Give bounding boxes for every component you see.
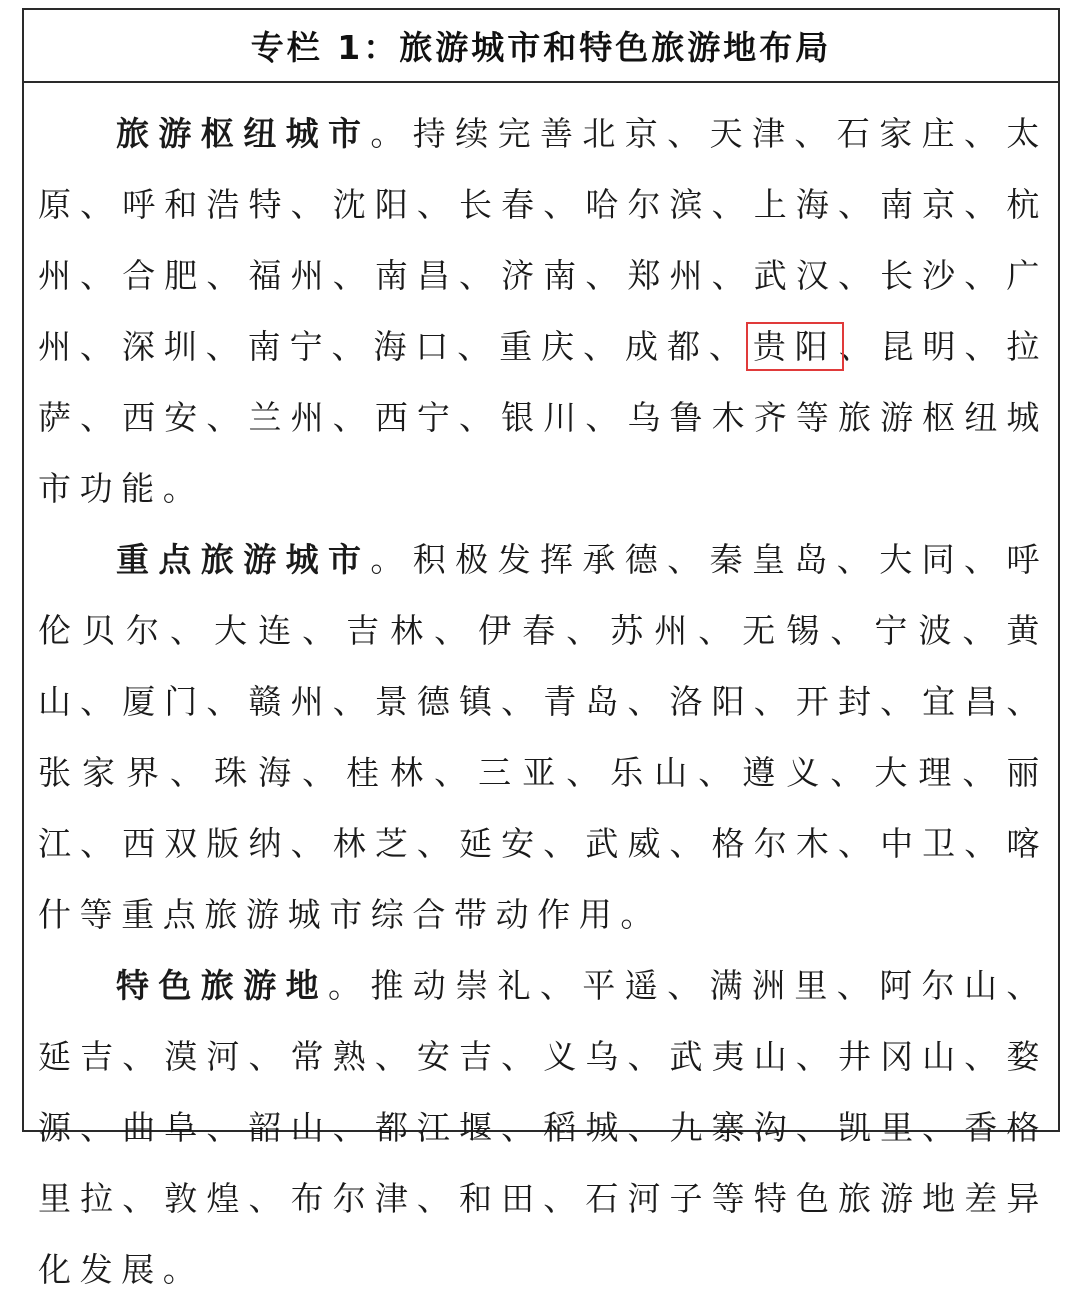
column-box: [22, 8, 1060, 1289]
paragraph-hub-cities: [38, 98, 1048, 524]
paragraph-key-cities: [38, 524, 1048, 950]
box-content: [38, 98, 1048, 1305]
paragraph-text: 。持续完善北京、天津、石家庄、太原、呼和浩特、沈阳、长春、哈尔滨、上海、南京、杭州、合肥、福州、南昌、济南、郑州、武汉、长沙、广州、深圳、南宁、海口、重庆、成都、: [38, 114, 1048, 366]
paragraph-text: 、昆明、拉萨、西安、兰州、西宁、银川、乌鲁木齐等旅游枢纽城市功能。: [38, 327, 1049, 508]
highlighted-city: 贵阳: [752, 327, 837, 366]
paragraph-lead: 特色旅游地: [116, 966, 328, 1005]
paragraph-lead: 旅游枢纽城市: [116, 114, 371, 153]
paragraph-lead: 重点旅游城市: [116, 540, 371, 579]
paragraph-text: 。积极发挥承德、秦皇岛、大同、呼伦贝尔、大连、吉林、伊春、苏州、无锡、宁波、黄山、厦门、赣州、景德镇、青岛、洛阳、开封、宜昌、张家界、珠海、桂林、三亚、乐山、遵义、大理、丽江、西双版纳、林芝、延安、武威、格尔木、中卫、喀什等重点旅游城市综合带动作用。: [38, 540, 1048, 934]
paragraph-text: 。推动崇礼、平遥、满洲里、阿尔山、延吉、漠河、常熟、安吉、义乌、武夷山、井冈山、婺源、曲阜、韶山、都江堰、稻城、九寨沟、凯里、香格里拉、敦煌、布尔津、和田、石河子等特色旅游地差异化发展。: [38, 966, 1048, 1289]
title-bar: [24, 10, 1058, 83]
paragraph-featured-destinations: [38, 950, 1048, 1305]
box-title: 专栏 1：旅游城市和特色旅游地布局: [250, 28, 832, 67]
